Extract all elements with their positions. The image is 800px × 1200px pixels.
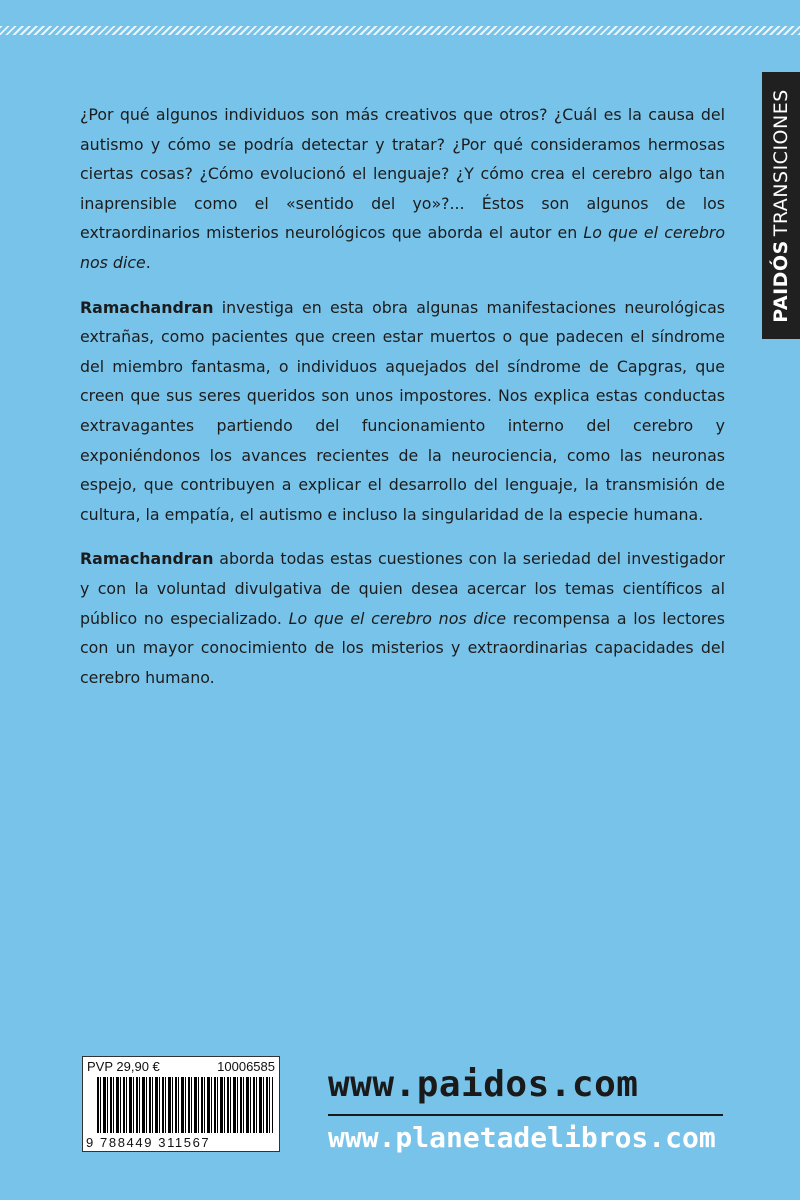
barcode-box xyxy=(82,1056,280,1152)
url-paidos: www.paidos.com xyxy=(328,1064,639,1105)
barcode-header xyxy=(87,1059,275,1075)
url-divider xyxy=(328,1114,723,1116)
book-title: Lo que el cerebro nos dice xyxy=(288,608,507,628)
product-code: 10006585 xyxy=(217,1059,275,1074)
back-cover-blurb xyxy=(80,100,725,707)
top-stripe-decoration xyxy=(0,26,800,35)
paragraph-3: Ramachandran aborda todas estas cuestiones con la seriedad del investigador y con la voluntad divulgativa de quien desea acercar los temas científicos al público no especializado. Lo que el cerebro nos dice recompensa a los lectores con un mayor conocimiento de los misterios y extraordinarias capacidades del cerebro humano. xyxy=(80,549,725,687)
paragraph-2: Ramachandran investiga en esta obra algunas manifestaciones neurológicas extrañas, como pacientes que creen estar muertos o que padecen el síndrome del miembro fantasma, o individuos aquejados del síndrome de Capgras, que creen que sus seres queridos son unos impostores. Nos explica estas conductas extravagantes partiendo del funcionamiento interno del cerebro y exponiéndonos los avances recientes de la neurociencia, como las neuronas espejo, que contribuyen a explicar el desarrollo del lenguaje, la transmisión de cultura, la empatía, el autismo e incluso la singularidad de la especie humana. xyxy=(80,297,725,524)
series-name: TRANSICIONES xyxy=(770,88,792,236)
paragraph-1: ¿Por qué algunos individuos son más creativos que otros? ¿Cuál es la causa del autismo y cómo se podría detectar y tratar? ¿Por qué consideramos hermosas ciertas cosas? ¿Cómo evolucionó el lenguaje? ¿Y cómo crea el cerebro algo tan inaprensible como el «sentido del yo»?... Éstos son algunos de los extraordinarios misterios neurológicos que aborda el autor en Lo que el cerebro nos dice. xyxy=(80,105,726,272)
author-name: Ramachandran xyxy=(80,549,214,569)
author-name: Ramachandran xyxy=(80,297,214,317)
imprint-tab xyxy=(762,72,800,339)
imprint-label xyxy=(770,89,792,323)
url-planetadelibros: www.planetadelibros.com xyxy=(328,1121,716,1154)
publisher-urls xyxy=(328,1058,728,1156)
isbn-number: 9 788449 311567 xyxy=(86,1135,211,1150)
barcode-bars xyxy=(97,1077,273,1133)
publisher-brand: PAIDÓS xyxy=(770,239,792,323)
book-title: Lo que el cerebro nos dice xyxy=(80,223,726,272)
price-label: PVP 29,90 € xyxy=(87,1059,160,1074)
